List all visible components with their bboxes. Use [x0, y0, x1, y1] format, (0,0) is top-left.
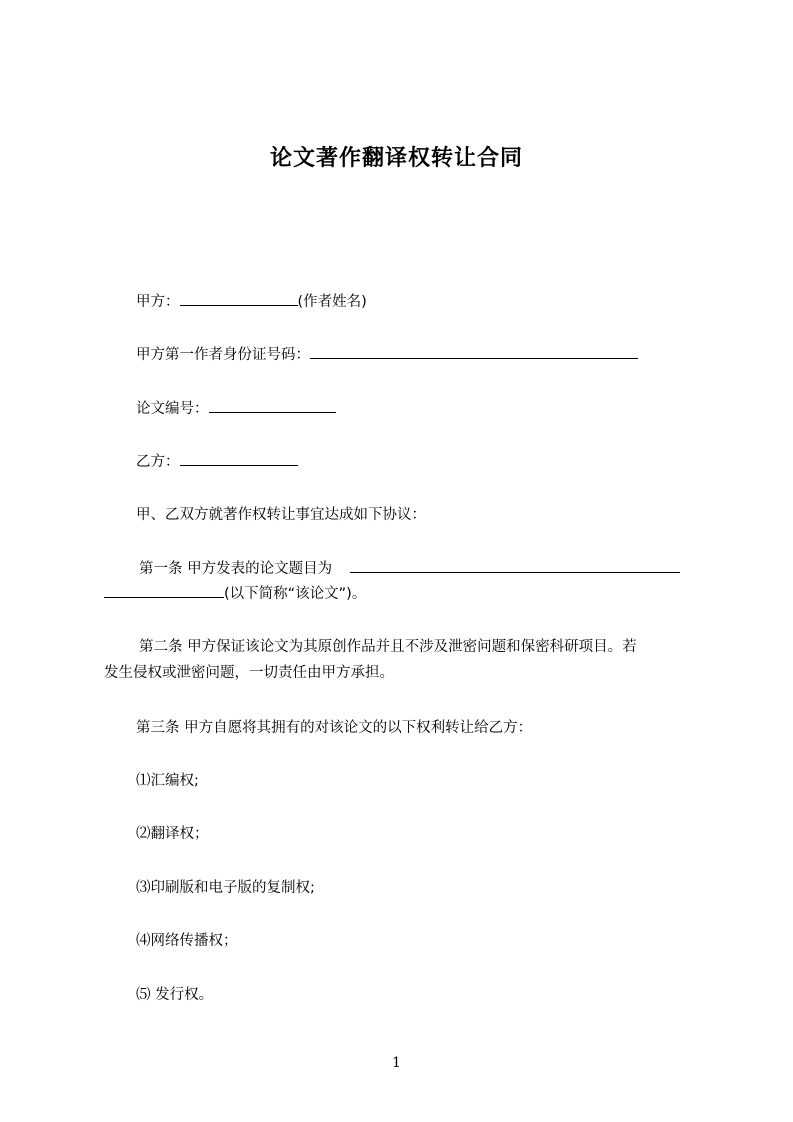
intro-text: 甲、乙双方就著作权转让事宜达成如下协议：: [136, 507, 426, 523]
article3-text: 第三条 甲方自愿将其拥有的对该论文的以下权利转让给乙方：: [136, 720, 533, 736]
party-a-id-label: 甲方第一作者身份证号码：: [136, 347, 310, 363]
article1-tail: (以下简称“该论文”)。: [224, 586, 367, 602]
article2-line1: 第二条 甲方保证该论文为其原创作品并且不涉及泄密问题和保密科研项目。若: [139, 639, 637, 655]
party-a-line: [136, 291, 367, 312]
paper-no-label: 论文编号：: [136, 401, 209, 417]
party-b-label: 乙方：: [136, 454, 180, 470]
right-item: ⑴汇编权;: [136, 773, 199, 789]
article2-line2: 发生侵权或泄密问题，一切责任由甲方承担。: [104, 665, 394, 681]
article1-line1: [139, 558, 680, 579]
document-title: 论文著作翻译权转让合同: [269, 146, 523, 171]
party-a-blank: [180, 291, 298, 306]
right-item: ⑶印刷版和电子版的复制权;: [136, 880, 315, 896]
page-number: 1: [392, 1055, 401, 1071]
right-item: ⑸ 发行权。: [136, 987, 214, 1003]
party-a-id-blank: [310, 344, 638, 359]
article1-text: 第一条 甲方发表的论文题目为: [139, 561, 333, 577]
paper-no-blank: [209, 398, 336, 413]
party-a-id-line: [136, 344, 638, 365]
article1-blank2: [104, 583, 224, 598]
right-item: ⑵翻译权；: [136, 826, 209, 842]
party-a-label: 甲方：: [136, 294, 180, 310]
article1-blank1: [350, 558, 680, 573]
party-b-blank: [180, 451, 298, 466]
party-b-line: [136, 451, 298, 472]
right-item: ⑷网络传播权；: [136, 933, 238, 949]
party-a-note: (作者姓名): [297, 294, 367, 310]
article1-line2: [104, 583, 366, 604]
paper-no-line: [136, 398, 336, 419]
